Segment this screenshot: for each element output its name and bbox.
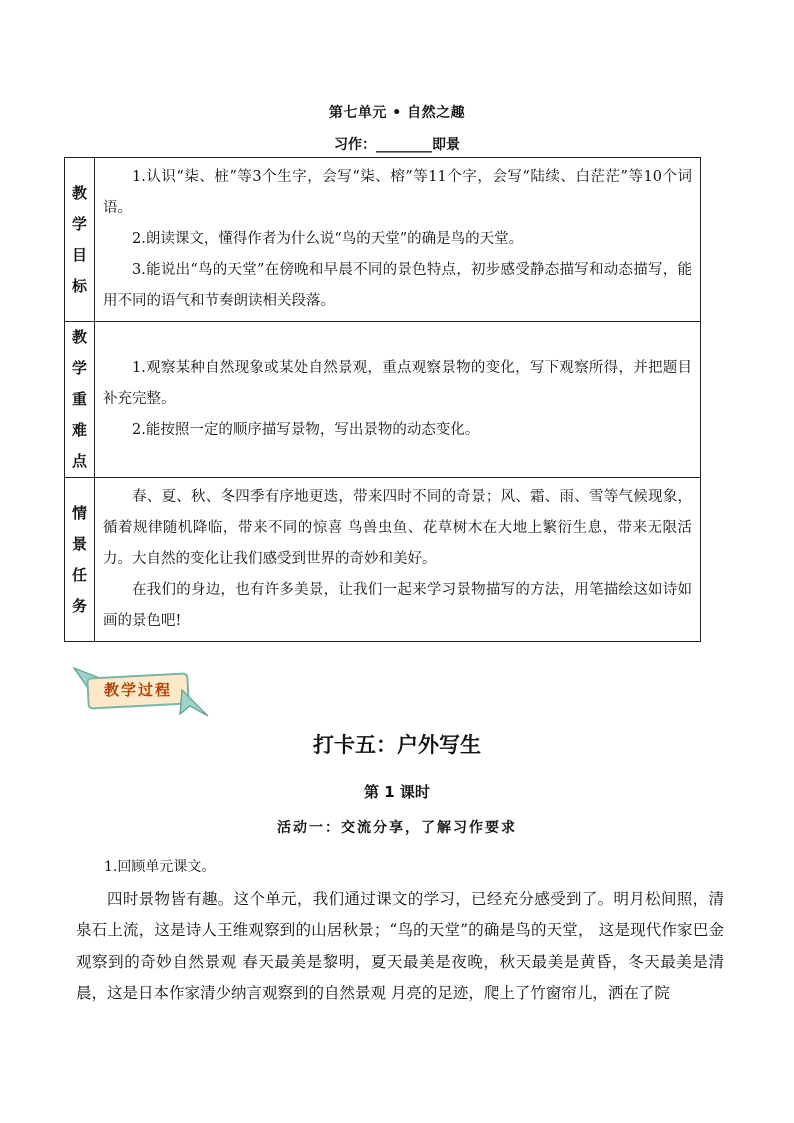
table-row-key-points xyxy=(65,322,701,478)
row-body-key-points xyxy=(95,322,701,478)
goal-paragraph: 1.认识“柒、桩”等3个生字，会写“柒、榕”等11个字，会写“陆续、白茫茫”等10个词语。 xyxy=(103,169,692,216)
label-char: 教 xyxy=(71,328,87,346)
badge-label: 教学过程 xyxy=(103,681,172,699)
lesson-heading: 第 1 课时 xyxy=(364,783,430,801)
row-body-scenario-task xyxy=(95,478,701,642)
goal-paragraph: 2.朗读课文，懂得作者为什么说“鸟的天堂”的确是鸟的天堂。 xyxy=(132,231,524,247)
row-label-scenario-task xyxy=(65,478,95,642)
section-title: 打卡五：户外写生 xyxy=(313,733,481,757)
table-row-teaching-goals xyxy=(65,158,701,322)
list-item: 1.回顾单元课文。 xyxy=(104,859,216,875)
scenario-paragraph: 在我们的身边，也有许多美景，让我们一起来学习景物描写的方法，用笔描绘这如诗如画的景色吧! xyxy=(103,582,692,629)
label-char: 情 xyxy=(71,503,87,522)
key-point-paragraph: 1.观察某种自然现象或某处自然景观，重点观察景物的变化，写下观察所得，并把题目补充完整。 xyxy=(103,360,692,407)
key-point-paragraph: 2.能按照一定的顺序描写景物，写出景物的动态变化。 xyxy=(132,422,480,438)
label-char: 学 xyxy=(71,214,87,233)
goal-paragraph: 3.能说出“鸟的天堂”在傍晚和早晨不同的景色特点，初步感受静态描写和动态描写，能用不同的语气和节奏朗读相关段落。 xyxy=(103,262,692,309)
label-char: 景 xyxy=(71,534,87,553)
label-char: 教 xyxy=(71,183,87,202)
table-row-scenario-task xyxy=(65,478,701,642)
label-char: 学 xyxy=(71,359,87,377)
teaching-process-badge xyxy=(70,662,210,720)
label-char: 难 xyxy=(71,421,87,439)
lesson-body xyxy=(76,852,724,1010)
teaching-goals-table xyxy=(64,157,701,642)
composition-subtitle: 习作：________即景 xyxy=(334,137,460,153)
label-char: 标 xyxy=(71,276,87,295)
body-paragraph: 四时景物皆有趣。这个单元，我们通过课文的学习，已经充分感受到了。明月松间照，清泉石上流，这是诗人王维观察到的山居秋景；“鸟的天堂”的确是鸟的天堂， 这是现代作家巴金观察到的奇妙自然景观 春天最美是黎明，夏天最美是夜晚，秋天最美是黄昏，冬天最美是清晨，这是日本作家清少纳言观察到的自然景观 月亮的足迹，爬上了竹窗帘儿，洒在了院 xyxy=(76,889,724,1002)
unit-title: 第七单元 • 自然之趣 xyxy=(328,105,466,121)
activity-heading: 活动一：交流分享，了解习作要求 xyxy=(277,820,517,836)
label-char: 重 xyxy=(71,390,87,408)
row-label-teaching-goals xyxy=(65,158,95,322)
row-body-teaching-goals xyxy=(95,158,701,322)
scenario-paragraph: 春、夏、秋、冬四季有序地更迭，带来四时不同的奇景；风、霜、雨、雪等气候现象，循着规律随机降临，带来不同的惊喜 鸟兽虫鱼、花草树木在大地上繁衍生息，带来无限活力。大自然的变化让我们感受到世界的奇妙和美好。 xyxy=(103,489,692,567)
label-char: 点 xyxy=(71,452,87,470)
label-char: 务 xyxy=(71,596,87,615)
row-label-key-points xyxy=(65,322,95,478)
label-char: 任 xyxy=(71,565,87,584)
label-char: 目 xyxy=(71,245,87,264)
